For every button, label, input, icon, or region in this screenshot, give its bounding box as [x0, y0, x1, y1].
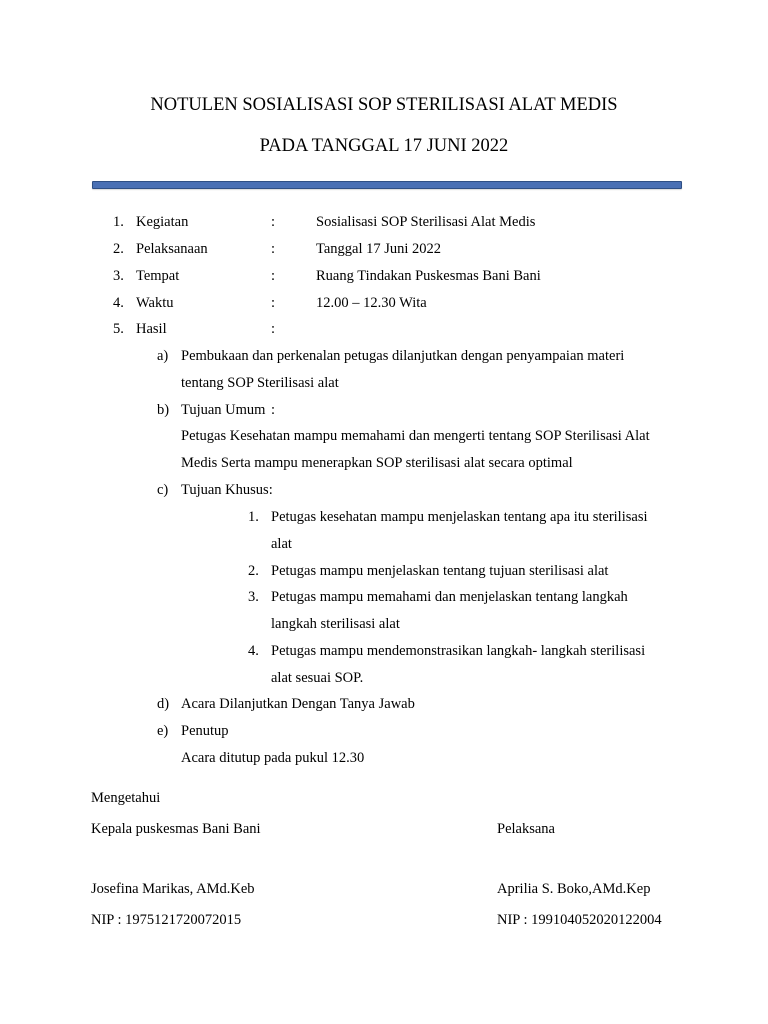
- item-colon: :: [271, 268, 276, 284]
- hasil-b-title: Tujuan Umum: [181, 402, 266, 418]
- sub-item-line1: Petugas kesehatan mampu menjelaskan tentang apa itu sterilisasi: [271, 509, 648, 525]
- right-signer-role: Pelaksana: [497, 821, 555, 837]
- hasil-c-marker: c): [157, 482, 169, 498]
- sub-item-line2: alat sesuai SOP.: [271, 670, 364, 686]
- sub-item-number: 4.: [248, 643, 259, 659]
- sub-item-line1: Petugas mampu mendemonstrasikan langkah- langkah sterilisasi: [271, 643, 646, 659]
- hasil-d-marker: d): [157, 696, 170, 712]
- sub-item-line1: Petugas mampu menjelaskan tentang tujuan sterilisasi alat: [271, 563, 609, 579]
- right-signer-name: Aprilia S. Boko,AMd.Kep: [497, 881, 651, 897]
- left-signer-nip: NIP : 1975121720072015: [91, 912, 242, 928]
- item-number: 4.: [113, 295, 124, 311]
- hasil-a-marker: a): [157, 348, 169, 364]
- item-colon: :: [271, 321, 276, 337]
- mengetahui-label: Mengetahui: [91, 790, 161, 806]
- sub-item-number: 2.: [248, 563, 259, 579]
- document-title-line1: NOTULEN SOSIALISASI SOP STERILISASI ALAT MEDIS: [150, 95, 618, 115]
- item-number: 5.: [113, 321, 124, 337]
- hasil-b-line2: Medis Serta mampu menerapkan SOP sterilisasi alat secara optimal: [181, 455, 573, 471]
- right-signer-nip: NIP : 199104052020122004: [497, 912, 662, 928]
- sub-item-line2: langkah sterilisasi alat: [271, 616, 400, 632]
- item-colon: :: [271, 241, 276, 257]
- hasil-c-title: Tujuan Khusus:: [181, 482, 273, 498]
- title-divider: [92, 181, 682, 189]
- item-label: Pelaksanaan: [136, 241, 208, 257]
- item-value: 12.00 – 12.30 Wita: [316, 295, 427, 311]
- item-colon: :: [271, 214, 276, 230]
- hasil-e-marker: e): [157, 723, 169, 739]
- sub-item-number: 1.: [248, 509, 259, 525]
- item-label: Kegiatan: [136, 214, 189, 230]
- left-signer-role: Kepala puskesmas Bani Bani: [91, 821, 261, 837]
- sub-item-number: 3.: [248, 589, 259, 605]
- hasil-b-colon: :: [271, 402, 276, 418]
- item-value: Ruang Tindakan Puskesmas Bani Bani: [316, 268, 541, 284]
- sub-item-line1: Petugas mampu memahami dan menjelaskan tentang langkah: [271, 589, 628, 605]
- hasil-a-line1: Pembukaan dan perkenalan petugas dilanjutkan dengan penyampaian materi: [181, 348, 625, 364]
- document-title-line2: PADA TANGGAL 17 JUNI 2022: [259, 136, 509, 156]
- hasil-b-line1: Petugas Kesehatan mampu memahami dan mengerti tentang SOP Sterilisasi Alat: [181, 428, 650, 444]
- item-colon: :: [271, 295, 276, 311]
- left-signer-name: Josefina Marikas, AMd.Keb: [91, 881, 255, 897]
- item-number: 3.: [113, 268, 124, 284]
- item-label: Waktu: [136, 295, 174, 311]
- item-label: Tempat: [136, 268, 180, 284]
- hasil-e-text: Acara ditutup pada pukul 12.30: [181, 750, 365, 766]
- hasil-b-marker: b): [157, 402, 170, 418]
- item-number: 2.: [113, 241, 124, 257]
- item-value: Sosialisasi SOP Sterilisasi Alat Medis: [316, 214, 536, 230]
- hasil-a-line2: tentang SOP Sterilisasi alat: [181, 375, 339, 391]
- hasil-d-text: Acara Dilanjutkan Dengan Tanya Jawab: [181, 696, 415, 712]
- hasil-e-title: Penutup: [181, 723, 229, 739]
- item-number: 1.: [113, 214, 124, 230]
- item-label: Hasil: [136, 321, 167, 337]
- item-value: Tanggal 17 Juni 2022: [316, 241, 442, 257]
- sub-item-line2: alat: [271, 536, 292, 552]
